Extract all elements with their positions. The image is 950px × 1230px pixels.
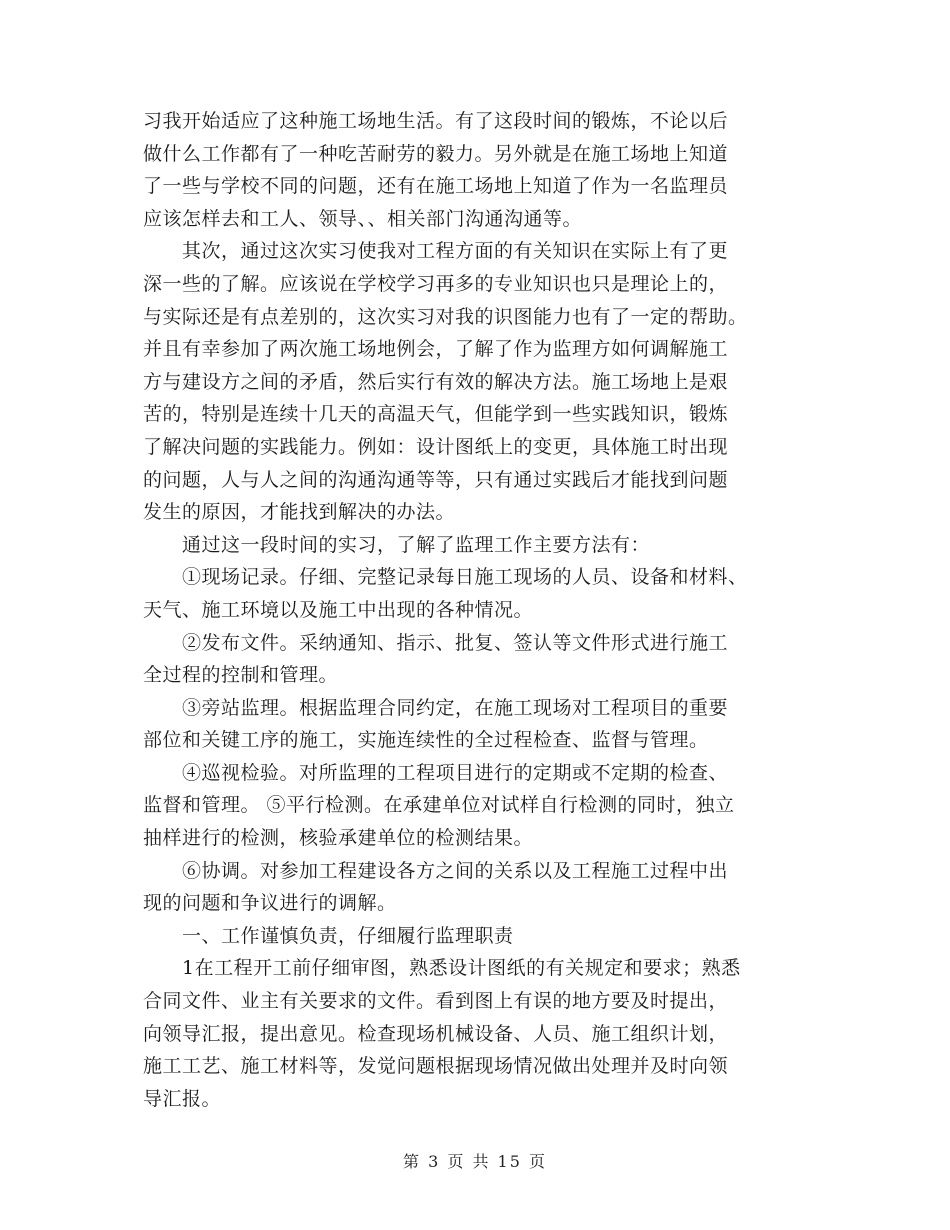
text-line: 1在工程开工前仔细审图，熟悉设计图纸的有关规定和要求；熟悉	[143, 957, 741, 980]
text-line: 向领导汇报，提出意见。检查现场机械设备、人员、施工组织计划，	[143, 1022, 729, 1045]
text-line: 发生的原因，才能找到解决的办法。	[143, 501, 456, 524]
text-line: ⑥协调。对参加工程建设各方之间的关系以及工程施工过程中出	[143, 859, 729, 882]
text-line: 应该怎样去和工人、领导、、相关部门沟通沟通等。	[143, 207, 583, 230]
text-line: 做什么工作都有了一种吃苦耐劳的毅力。另外就是在施工场地上知道	[143, 142, 729, 165]
text-line: 全过程的控制和管理。	[143, 664, 339, 687]
text-line: 习我开始适应了这种施工场地生活。有了这段时间的锻炼，不论以后	[143, 110, 729, 132]
text-line: 通过这一段时间的实习，了解了监理工作主要方法有：	[143, 533, 651, 556]
text-line: 天气、施工环境以及施工中出现的各种情况。	[143, 598, 534, 621]
document-body	[143, 105, 808, 1115]
text-line: 了一些与学校不同的问题，还有在施工场地上知道了作为一名监理员	[143, 175, 729, 198]
text-line: 施工工艺、施工材料等，发觉问题根据现场情况做出处理并及时向领	[143, 1055, 729, 1078]
text-line: 部位和关键工序的施工，实施连续性的全过程检查、监督与管理。	[143, 729, 709, 752]
text-line: 深一些的了解。应该说在学校学习再多的专业知识也只是理论上的，	[143, 272, 729, 295]
text-line: ①现场记录。仔细、完整记录每日施工现场的人员、设备和材料、	[143, 566, 748, 589]
text-line: 方与建设方之间的矛盾，然后实行有效的解决方法。施工场地上是艰	[143, 370, 729, 393]
text-line: ④巡视检验。对所监理的工程项目进行的定期或不定期的检查、	[143, 761, 729, 784]
text-line: 其次，通过这次实习使我对工程方面的有关知识在实际上有了更	[143, 240, 729, 263]
page-number-footer: 第 3 页 共 15 页	[403, 1152, 547, 1171]
text-line: 的问题，人与人之间的沟通沟通等等，只有通过实践后才能找到问题	[143, 468, 729, 491]
text-line: 了解决问题的实践能力。例如：设计图纸上的变更，具体施工时出现	[143, 435, 729, 458]
text-line: 并且有幸参加了两次施工场地例会，了解了作为监理方如何调解施工	[143, 338, 729, 361]
section-heading: 一、工作谨慎负责，仔细履行监理职责	[143, 924, 514, 947]
text-line: 苦的，特别是连续十几天的高温天气，但能学到一些实践知识，锻炼	[143, 403, 729, 426]
text-line: 监督和管理。 ⑤平行检测。在承建单位对试样自行检测的同时，独立	[143, 794, 735, 817]
text-line: 与实际还是有点差别的，这次实习对我的识图能力也有了一定的帮助。	[143, 305, 748, 328]
text-line: 抽样进行的检测，核验承建单位的检测结果。	[143, 827, 534, 850]
text-line: ③旁站监理。根据监理合同约定，在施工现场对工程项目的重要	[143, 696, 729, 719]
text-line: 现的问题和争议进行的调解。	[143, 892, 397, 915]
text-line: ②发布文件。采纳通知、指示、批复、签认等文件形式进行施工	[143, 631, 729, 654]
text-line: 合同文件、业主有关要求的文件。看到图上有误的地方要及时提出，	[143, 990, 729, 1013]
text-line: 导汇报。	[143, 1087, 222, 1110]
